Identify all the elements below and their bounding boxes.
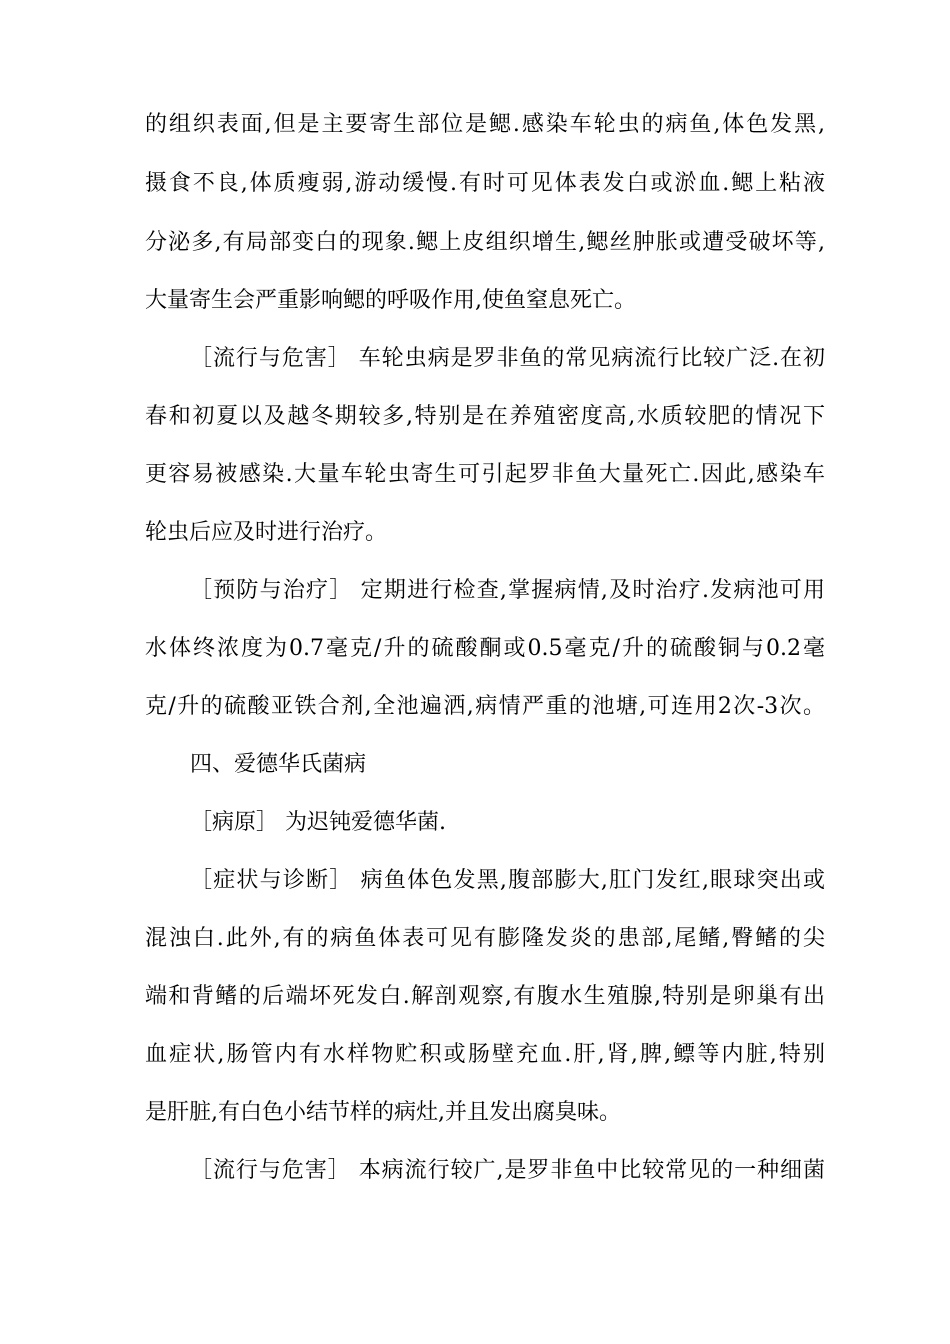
text-line: 血症状,肠管内有水样物贮积或肠壁充血.肝,肾,脾,鳔等内脏,特别 xyxy=(145,1042,825,1067)
text-line: 摄食不良,体质瘦弱,游动缓慢.有时可见体表发白或淤血.鳃上粘液 xyxy=(145,171,825,196)
text-line: 端和背鳍的后端坏死发白.解剖观察,有腹水生殖腺,特别是卵巢有出 xyxy=(145,984,825,1009)
section-heading: 四、爱德华氏菌病 xyxy=(190,752,367,777)
text-line: 的组织表面,但是主要寄生部位是鳃.感染车轮虫的病鱼,体色发黑, xyxy=(145,112,825,137)
text-line: 混浊白.此外,有的病鱼体表可见有膨隆发炎的患部,尾鳍,臀鳍的尖 xyxy=(145,926,825,951)
text-line: 分泌多,有局部变白的现象.鳃上皮组织增生,鳃丝肿胀或遭受破坏等, xyxy=(145,230,825,255)
text-line: 克/升的硫酸亚铁合剂,全池遍洒,病情严重的池塘,可连用2次-3次。 xyxy=(145,694,825,719)
text-line: 更容易被感染.大量车轮虫寄生可引起罗非鱼大量死亡.因此,感染车 xyxy=(145,462,825,487)
paragraph-heading-line: ［流行与危害］ 本病流行较广,是罗非鱼中比较常见的一种细菌 xyxy=(190,1158,825,1183)
text-line: 春和初夏以及越冬期较多,特别是在养殖密度高,水质较肥的情况下 xyxy=(145,404,825,429)
text-line: 大量寄生会严重影响鳃的呼吸作用,使鱼窒息死亡。 xyxy=(145,288,636,313)
paragraph-heading-line: ［病原］ 为迟钝爱德华菌. xyxy=(190,810,446,835)
text-line: 是肝脏,有白色小结节样的病灶,并且发出腐臭味。 xyxy=(145,1100,621,1125)
paragraph-heading-line: ［预防与治疗］ 定期进行检查,掌握病情,及时治疗.发病池可用 xyxy=(190,578,825,603)
text-line: 水体终浓度为0.7毫克/升的硫酸酮或0.5毫克/升的硫酸铜与0.2毫 xyxy=(145,636,825,661)
text-line: 轮虫后应及时进行治疗。 xyxy=(145,520,388,545)
paragraph-heading-line: ［流行与危害］ 车轮虫病是罗非鱼的常见病流行比较广泛.在初 xyxy=(190,346,825,371)
paragraph-heading-line: ［症状与诊断］ 病鱼体色发黑,腹部膨大,肛门发红,眼球突出或 xyxy=(190,868,825,893)
